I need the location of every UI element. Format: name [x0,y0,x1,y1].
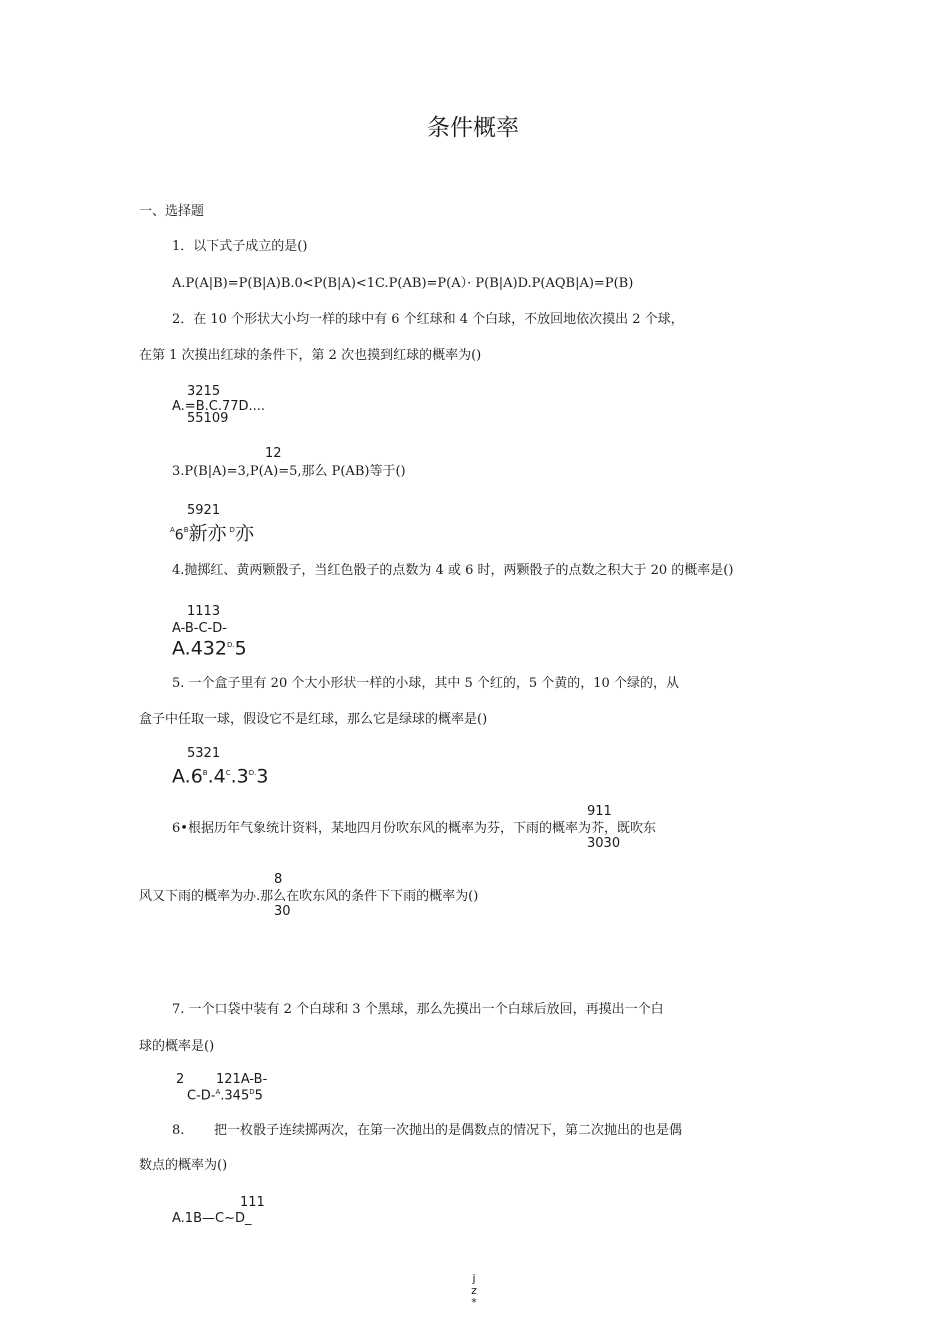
question-1-stem: 1．以下式子成立的是() [172,239,308,254]
question-6-fraction-numerators: 911 [587,804,612,819]
option-b-label: B [183,526,189,534]
option-d-label: D. [226,641,235,649]
option-d-value: 5 [254,1088,263,1104]
question-7-numerator-2: 2 [176,1072,185,1087]
option-a-value: A.432 [172,637,227,660]
question-2-options: A.=B.C.77D.... [172,399,266,414]
option-c-value: .3 [230,765,249,788]
question-2-stem-line1: 2．在 10 个形状大小均一样的球中有 6 个红球和 4 个白球，不放回地依次摸出 2 个球， [172,312,684,327]
question-2-denominators: 55109 [187,411,229,426]
footer-mark [469,1273,479,1309]
question-4-labels: A-B-C-D- [172,621,227,636]
question-8-options: A.1B—C~D_ [172,1211,252,1226]
question-8-numerators: 111 [240,1195,265,1210]
option-c-label: C [225,769,231,777]
option-d-label: D [249,1088,255,1096]
question-1-options: A.P(A|B)=P(B|A)B.0<P(B|A)<1C.P(AB)=P(A）· P(B|A)D.P(AQB|A)=P(B) [172,276,634,291]
question-5-stem-line1: 5. 一个盒子里有 20 个大小形状一样的小球，其中 5 个红的，5 个黄的，10 个绿的，从 [172,676,679,691]
question-7-stem-line1: 7. 一个口袋中装有 2 个白球和 3 个黑球，那么先摸出一个白球后放回，再摸出一个白 [172,1002,664,1017]
question-4-numerators: 1113 [187,604,221,619]
question-7-numerators: 121A-B- [216,1072,268,1087]
option-d-label: D. [248,769,257,777]
question-6-numerator: 8 [274,872,283,887]
option-a-value: 6 [174,527,184,544]
question-7-options [187,1084,263,1104]
option-d-value: 3 [256,765,269,788]
question-3-options [170,519,254,546]
option-d-value: 亦 [234,522,254,545]
question-2-numerators: 3215 [187,384,221,399]
option-a-label: A [215,1088,221,1096]
options-labels: C-D- [187,1088,216,1104]
question-5-options [172,762,269,787]
question-4-stem: 4.抛掷红、黄两颗骰子，当红色骰子的点数为 4 或 6 时，两颗骰子的点数之积大于 20 的概率是() [172,563,734,578]
question-6-stem-line2: 风又下雨的概率为办.那么在吹东风的条件下下雨的概率为() [139,889,479,904]
question-8-stem-line2: 数点的概率为() [139,1158,228,1173]
footer-char: z [471,1284,477,1297]
option-bc-value: 新亦 [188,522,227,545]
question-5-stem-line2: 盒子中任取一球，假设它不是红球，那么它是绿球的概率是() [139,712,488,727]
section-heading: 一、选择题 [139,204,205,219]
question-5-numerators: 5321 [187,746,221,761]
question-3-option-numerators: 5921 [187,503,221,518]
question-2-stem-line2: 在第 1 次摸出红球的条件下，第 2 次也摸到红球的概率为() [139,348,482,363]
question-7-stem-line2: 球的概率是() [139,1039,215,1054]
question-6-denominator: 30 [274,904,291,919]
question-8-stem-line1: 把一枚骰子连续掷两次，在第一次抛出的是偶数点的情况下，第二次抛出的也是偶 [214,1123,683,1138]
question-3-stem: 3.P(B|A)=3,P(A)=5,那么 P(AB)等于() [172,464,406,479]
question-3-numerators: 12 [265,446,282,461]
question-6-fraction-denominators: 3030 [587,836,621,851]
question-6-stem-line1: 6•根据历年气象统计资料，某地四月份吹东风的概率为芬，下雨的概率为芥，既吹东 [172,821,656,836]
option-d-label: D [229,526,235,534]
option-b-label: B [202,769,208,777]
question-4-options [172,634,247,659]
question-8-number: 8. [172,1123,185,1138]
footer-char: * [471,1296,477,1309]
option-a-label: A [170,526,175,534]
option-d-value: 5 [234,637,247,660]
option-a-value: A.6 [172,765,203,788]
footer-char: j [472,1272,476,1285]
document-title: 条件概率 [427,115,519,141]
option-b-value: .4 [207,765,226,788]
options-values: .345 [220,1088,250,1104]
